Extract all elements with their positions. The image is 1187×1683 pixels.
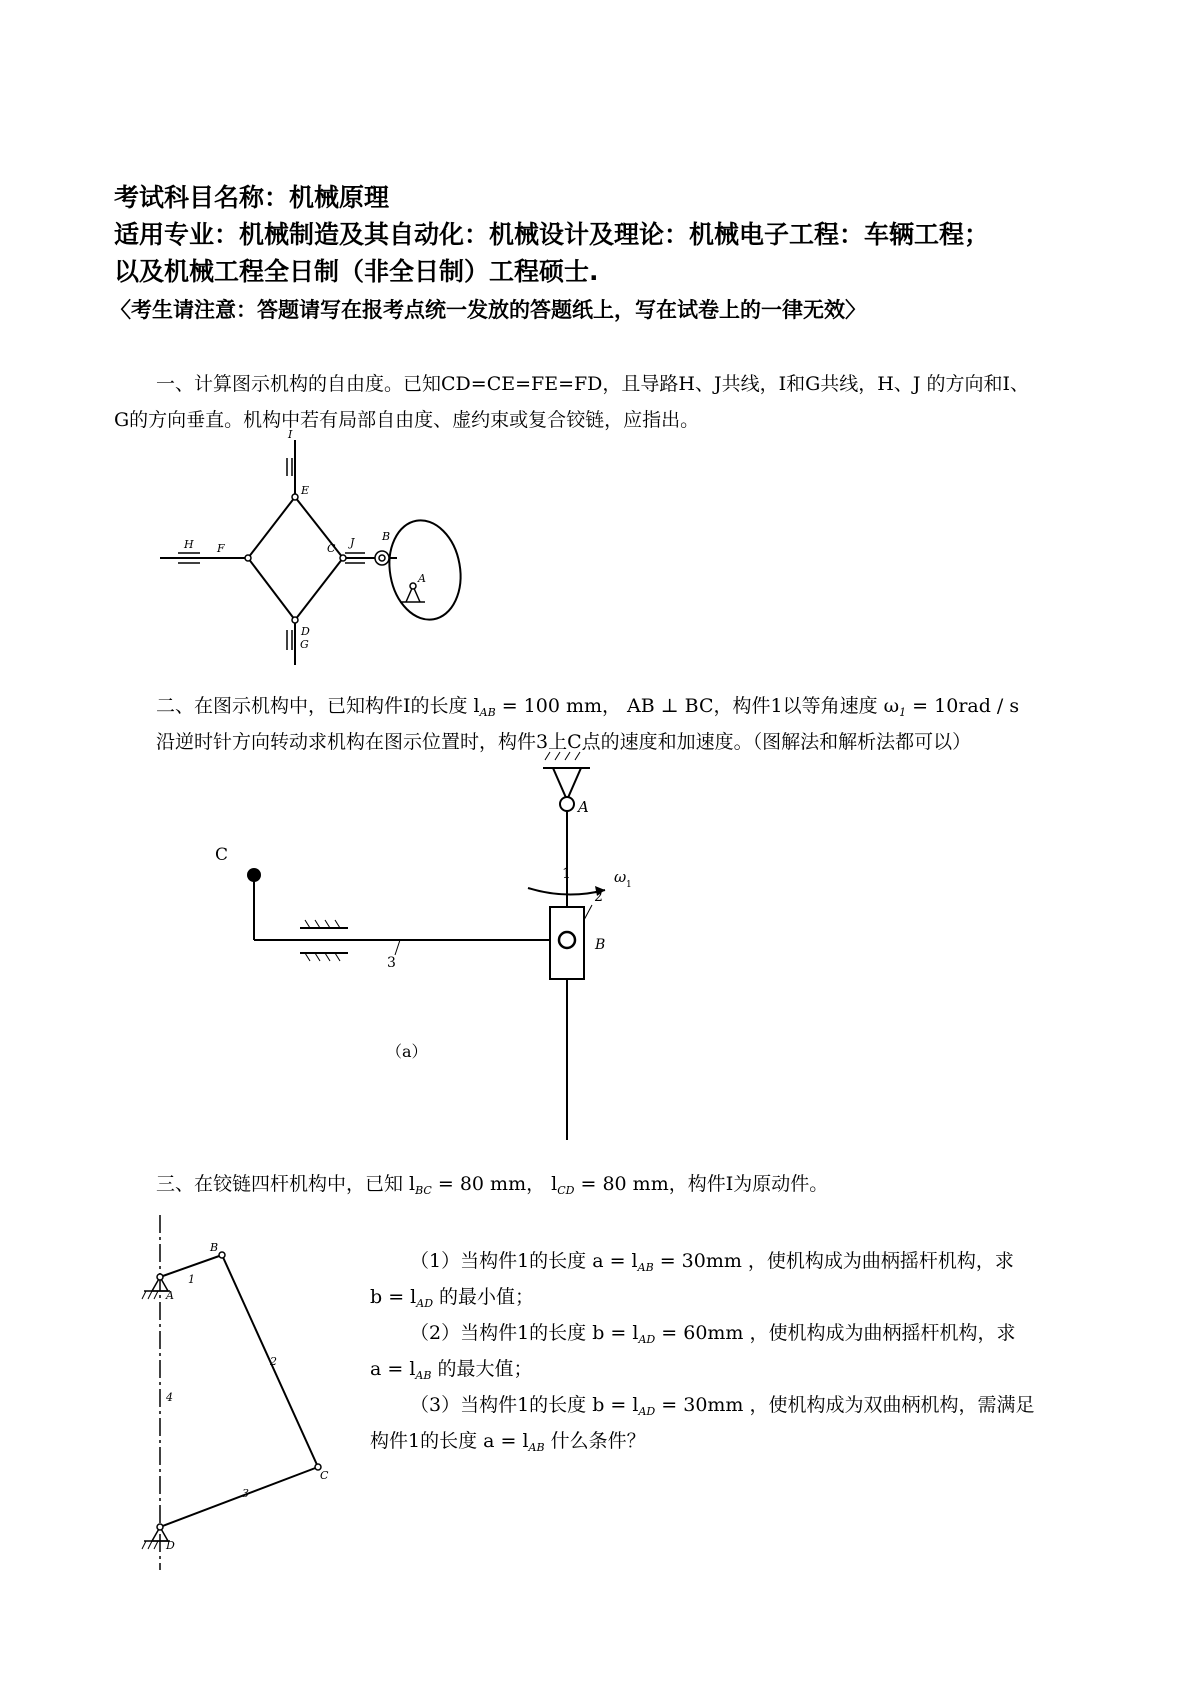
q1-label-I: I	[288, 428, 293, 441]
q1-mechanism-figure	[160, 428, 490, 690]
q1-label-J: J	[350, 536, 355, 549]
q3-label-4: 4	[166, 1391, 173, 1404]
q2-label-3: 3	[387, 955, 396, 971]
q3-label-2: 2	[270, 1355, 277, 1368]
q3-part2-line1: （2）当构件1的长度 $b = l_{AD} = 60mm$ ，使机构成为曲柄摇杆机构，求	[410, 1322, 1016, 1346]
applicable-majors-line2: 以及机械工程全日制（非全日制）工程硕士.	[114, 257, 599, 286]
q2-label-omega: ω	[614, 868, 627, 886]
q3-part1-line2: $b = l_{AD}$ 的最小值；	[370, 1286, 535, 1310]
exam-notice: 〈考生请注意：答题请写在报考点统一发放的答题纸上，写在试卷上的一律无效〉	[110, 298, 866, 322]
q3-label-D: D	[166, 1539, 175, 1552]
q2-label-A: A	[578, 798, 589, 816]
q2-text-line1: 二、在图示机构中，已知构件I的长度 $l_{AB} = 100$ mm， AB ⊥ BC，构件1以等角速度 $\omega_1 = 10rad / s$	[156, 695, 1020, 719]
q2-mechanism-figure	[210, 760, 640, 1150]
q3-part1-line1: （1）当构件1的长度 $a = l_{AB} = 30mm$ ，使机构成为曲柄摇杆机构，求	[410, 1250, 1014, 1274]
q3-label-B: B	[210, 1241, 219, 1254]
q3-label-C: C	[320, 1469, 329, 1482]
q3-label-3: 3	[242, 1487, 249, 1500]
q2-label-1: 1	[562, 866, 571, 882]
q1-label-B: B	[382, 530, 391, 543]
q1-label-C: C	[327, 542, 336, 555]
exam-subject: 考试科目名称：机械原理	[114, 183, 390, 212]
q3-label-1: 1	[188, 1273, 195, 1286]
q2-text-line2: 沿逆时针方向转动求机构在图示位置时，构件3上C点的速度和加速度。（图解法和解析法都可以）	[156, 731, 972, 753]
q1-label-A: A	[418, 572, 426, 585]
q2-caption: （a）	[386, 1042, 428, 1061]
applicable-majors-line1: 适用专业：机械制造及其自动化：机械设计及理论：机械电子工程：车辆工程；	[114, 220, 990, 249]
q1-label-E: E	[301, 484, 310, 497]
q1-label-G: G	[300, 638, 309, 651]
q2-label-B: B	[595, 937, 606, 953]
q2-label-2: 2	[594, 889, 603, 905]
q1-label-H: H	[184, 538, 194, 551]
q3-part3-line1: （3）当构件1的长度 $b = l_{AD} = 30mm$ ，使机构成为双曲柄机构，需满足	[410, 1394, 1035, 1418]
q3-part2-line2: $a = l_{AB}$ 的最大值；	[370, 1358, 533, 1382]
q3-part3-line2: 构件1的长度 $a = l_{AB}$ 什么条件？	[370, 1430, 646, 1454]
q1-label-F: F	[217, 542, 225, 555]
q2-label-C: C	[215, 845, 229, 865]
q1-text-line1: 一、计算图示机构的自由度。已知CD=CE=FE=FD，且导路H、J共线，I和G共线，H、J 的方向和I、	[156, 373, 1030, 395]
q3-four-bar-figure	[130, 1215, 350, 1575]
q3-text-line1: 三、在铰链四杆机构中，已知 $l_{BC} = 80$ mm， $l_{CD} = 80$ mm，构件I为原动件。	[156, 1173, 829, 1197]
q3-label-A: A	[166, 1289, 174, 1302]
q1-label-D: D	[301, 625, 310, 638]
q1-text-line2: G的方向垂直。机构中若有局部自由度、虚约束或复合铰链，应指出。	[114, 409, 700, 431]
q2-label-omega-sub: 1	[626, 880, 632, 890]
